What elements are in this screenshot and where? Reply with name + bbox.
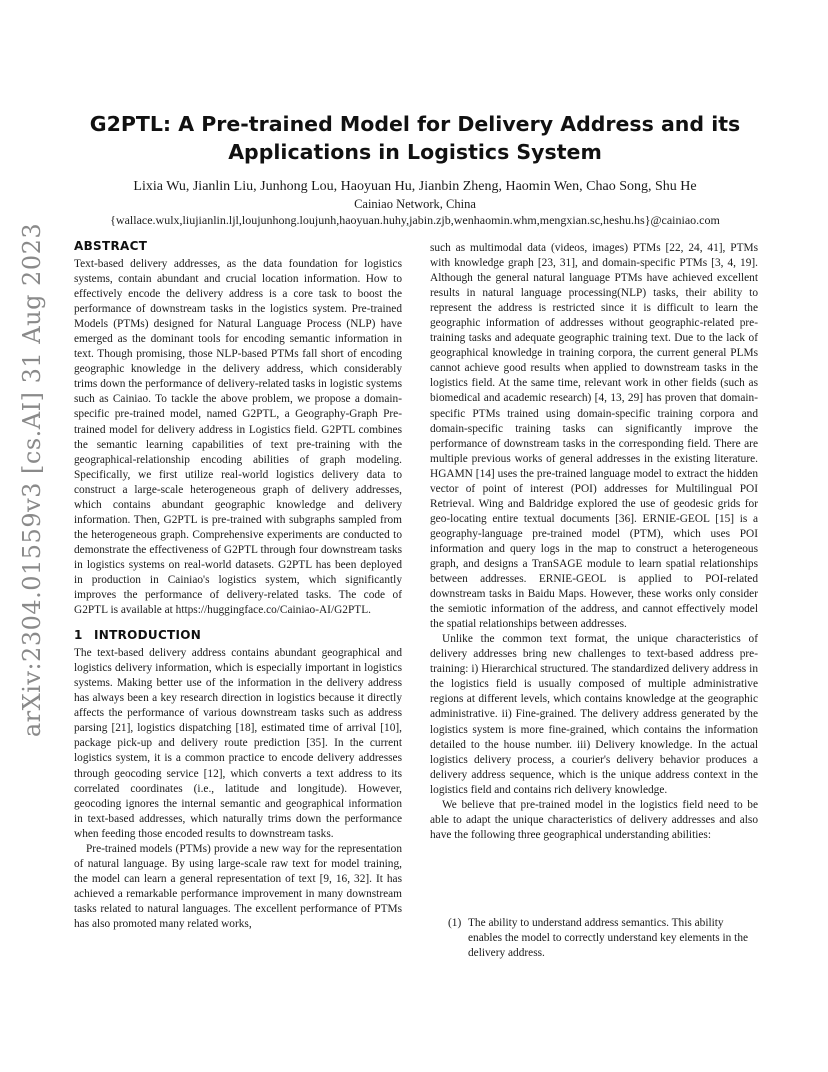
intro-paragraph-2-continued: such as multimodal data (videos, images) PTMs [22, 24, 41], PTMs with knowledge graph [23, 31], and domain-specific PTMs [3, 4, 19]. Although the general natural language PTMs have achieved excellent results in natural language processing(NLP) tasks, their ability to represent the address is restricted since it is difficult to learn the geographic information of addresses without geographic-related pre-training tasks and adequate geographic training text. Due to the lack of geographical knowledge in training corpora, the current general PLMs cannot achieve good results when applied to downstream tasks in the logistics field. At the same time, relevant work in other fields (such as biomedical and academic research) [4, 13, 29] has proven that domain-specific PTMs trained using domain-specific training corpora and domain-specific training tasks can significantly improve the performance of downstream tasks in the corresponding field. There are multiple previous works of general addresses in the existing literature. HGAMN [14] uses the pre-trained language model to extract the hidden vector of point of interest (POI) addresses for Multilingual POI Retrieval. Wing and Baldridge explored the use of geodesic grids for geo-locating entire textual documents [36]. ERNIE-GEOL [15] is a geography-language pre-trained model (PTM), which uses POI information and query logs in the map to construct a heterogeneous graph, and designs a TranSAGE module to learn spatial relationships between addresses. ERNIE-GEOL is applied to POI-related downstream tasks in Baidu Maps. However, these works only consider the semiotic information of the address, and cannot effectively model the spatial relationships between addresses. [430,242,758,631]
author-emails: {wallace.wulx,liujianlin.ljl,loujunhong.loujunh,haoyuan.huhy,jabin.zjb,wenhaomin.whm,mengxian.sc,heshu.hs}@cainiao.com [110,213,720,227]
paper-title-line-1: G2PTL: A Pre-trained Model for Delivery Address and its [89,112,741,136]
list-item-text: The ability to understand address semantics. This ability enables the model to correctly understand key elements in the delivery address. [468,917,749,960]
ability-list-item-1 [448,916,760,961]
introduction-heading [74,627,402,643]
arxiv-identifier: arXiv:2304.01559v3 [cs.AI] 31 Aug 2023 [18,222,46,738]
left-column [74,238,402,932]
paper-title [70,110,760,166]
intro-paragraph-1: The text-based delivery address contains abundant geographical and logistics delivery information, which is especially important in logistics systems. Making better use of the information in the delivery address has always been a key research direction in logistics because it directly affects the performance of various downstream tasks such as address parsing [21], logistics dispatching [18], estimated time of arrival [10], package pick-up and delivery route prediction [35]. In the current logistics system, it is a common practice to encode delivery addresses through geocoding service [12], which converts a text address to its correlated coordinates (i.e., latitude and longitude). However, geocoding ignores the internal semantic and geographical information in text-based addresses, which naturally trims down the performance when feeding those encoded results to downstream tasks. [74,647,402,840]
intro-paragraph-4: We believe that pre-trained model in the logistics field need to be able to adapt the unique characteristics of delivery addresses and also have the following three geographical understanding abilities: [430,798,758,841]
arxiv-sidebar-stamp [10,222,54,738]
author-list: Lixia Wu, Jianlin Liu, Junhong Lou, Haoyuan Hu, Jianbin Zheng, Haomin Wen, Chao Song, Shu He [133,179,697,194]
intro-paragraph-2: Pre-trained models (PTMs) provide a new way for the representation of natural language. By using large-scale raw text for model training, the model can learn a general representation of text [9, 16, 32]. It has achieved a remarkable performance improvement in many downstream tasks related to natural languages. The excellent performance of PTMs has also promoted many related works, [74,842,402,930]
abstract-heading: ABSTRACT [74,239,148,253]
intro-paragraph-3: Unlike the common text format, the unique characteristics of delivery addresses bring new challenges to text-based address pre-training: i) Hierarchical structured. The standardized delivery address in the logistics field is usually composed of multiple administrative regions at different levels, which contains knowledge at the geographic administrative. ii) Fine-grained. The delivery address generated by the logistics system is more fine-grained, which contains the information detailed to the house number. iii) Delivery knowledge. In the actual logistics delivery process, a courier's delivery behavior produces a delivery address sequence, which is the unique address context in the logistics field and contains rich delivery knowledge. [430,633,758,796]
abstract-text: Text-based delivery addresses, as the data foundation for logistics systems, contain abundant and crucial location information. How to effectively encode the delivery address is a core task to boost the performance of downstream tasks in the logistics system. Pre-trained Models (PTMs) designed for Natural Language Process (NLP) have emerged as the dominant tools for encoding semantic information in text. Though promising, those NLP-based PTMs fall short of encoding geographic knowledge in the delivery address, which considerably trims down the performance of delivery-related tasks in logistic systems such as Cainiao. To tackle the above problem, we propose a domain-specific pre-trained model, named G2PTL, a Geography-Graph Pre-trained model for delivery address in Logistics field. G2PTL combines the semantic learning capabilities of text pre-training with the geographical-relationship encoding abilities of graph modeling. Specifically, we first utilize real-world logistics delivery data to construct a large-scale heterogeneous graph of delivery addresses, which contains abundant geographic knowledge and delivery information. Then, G2PTL is pre-trained with subgraphs sampled from the heterogeneous graph. Comprehensive experiments are conducted to demonstrate the effectiveness of G2PTL through four downstream tasks in logistics systems on real-world datasets. G2PTL has been deployed in production in Cainiao's logistics system, which significantly improves the performance of delivery-related tasks. The code of G2PTL is available at https://huggingface.co/Cainiao-AI/G2PTL. [74,258,402,617]
section-title: INTRODUCTION [94,628,202,643]
affiliation: Cainiao Network, China [354,197,476,211]
list-marker: (1) [448,917,462,929]
paper-title-line-2: Applications in Logistics System [228,140,602,164]
section-number: 1 [74,628,83,643]
right-column [430,241,758,843]
